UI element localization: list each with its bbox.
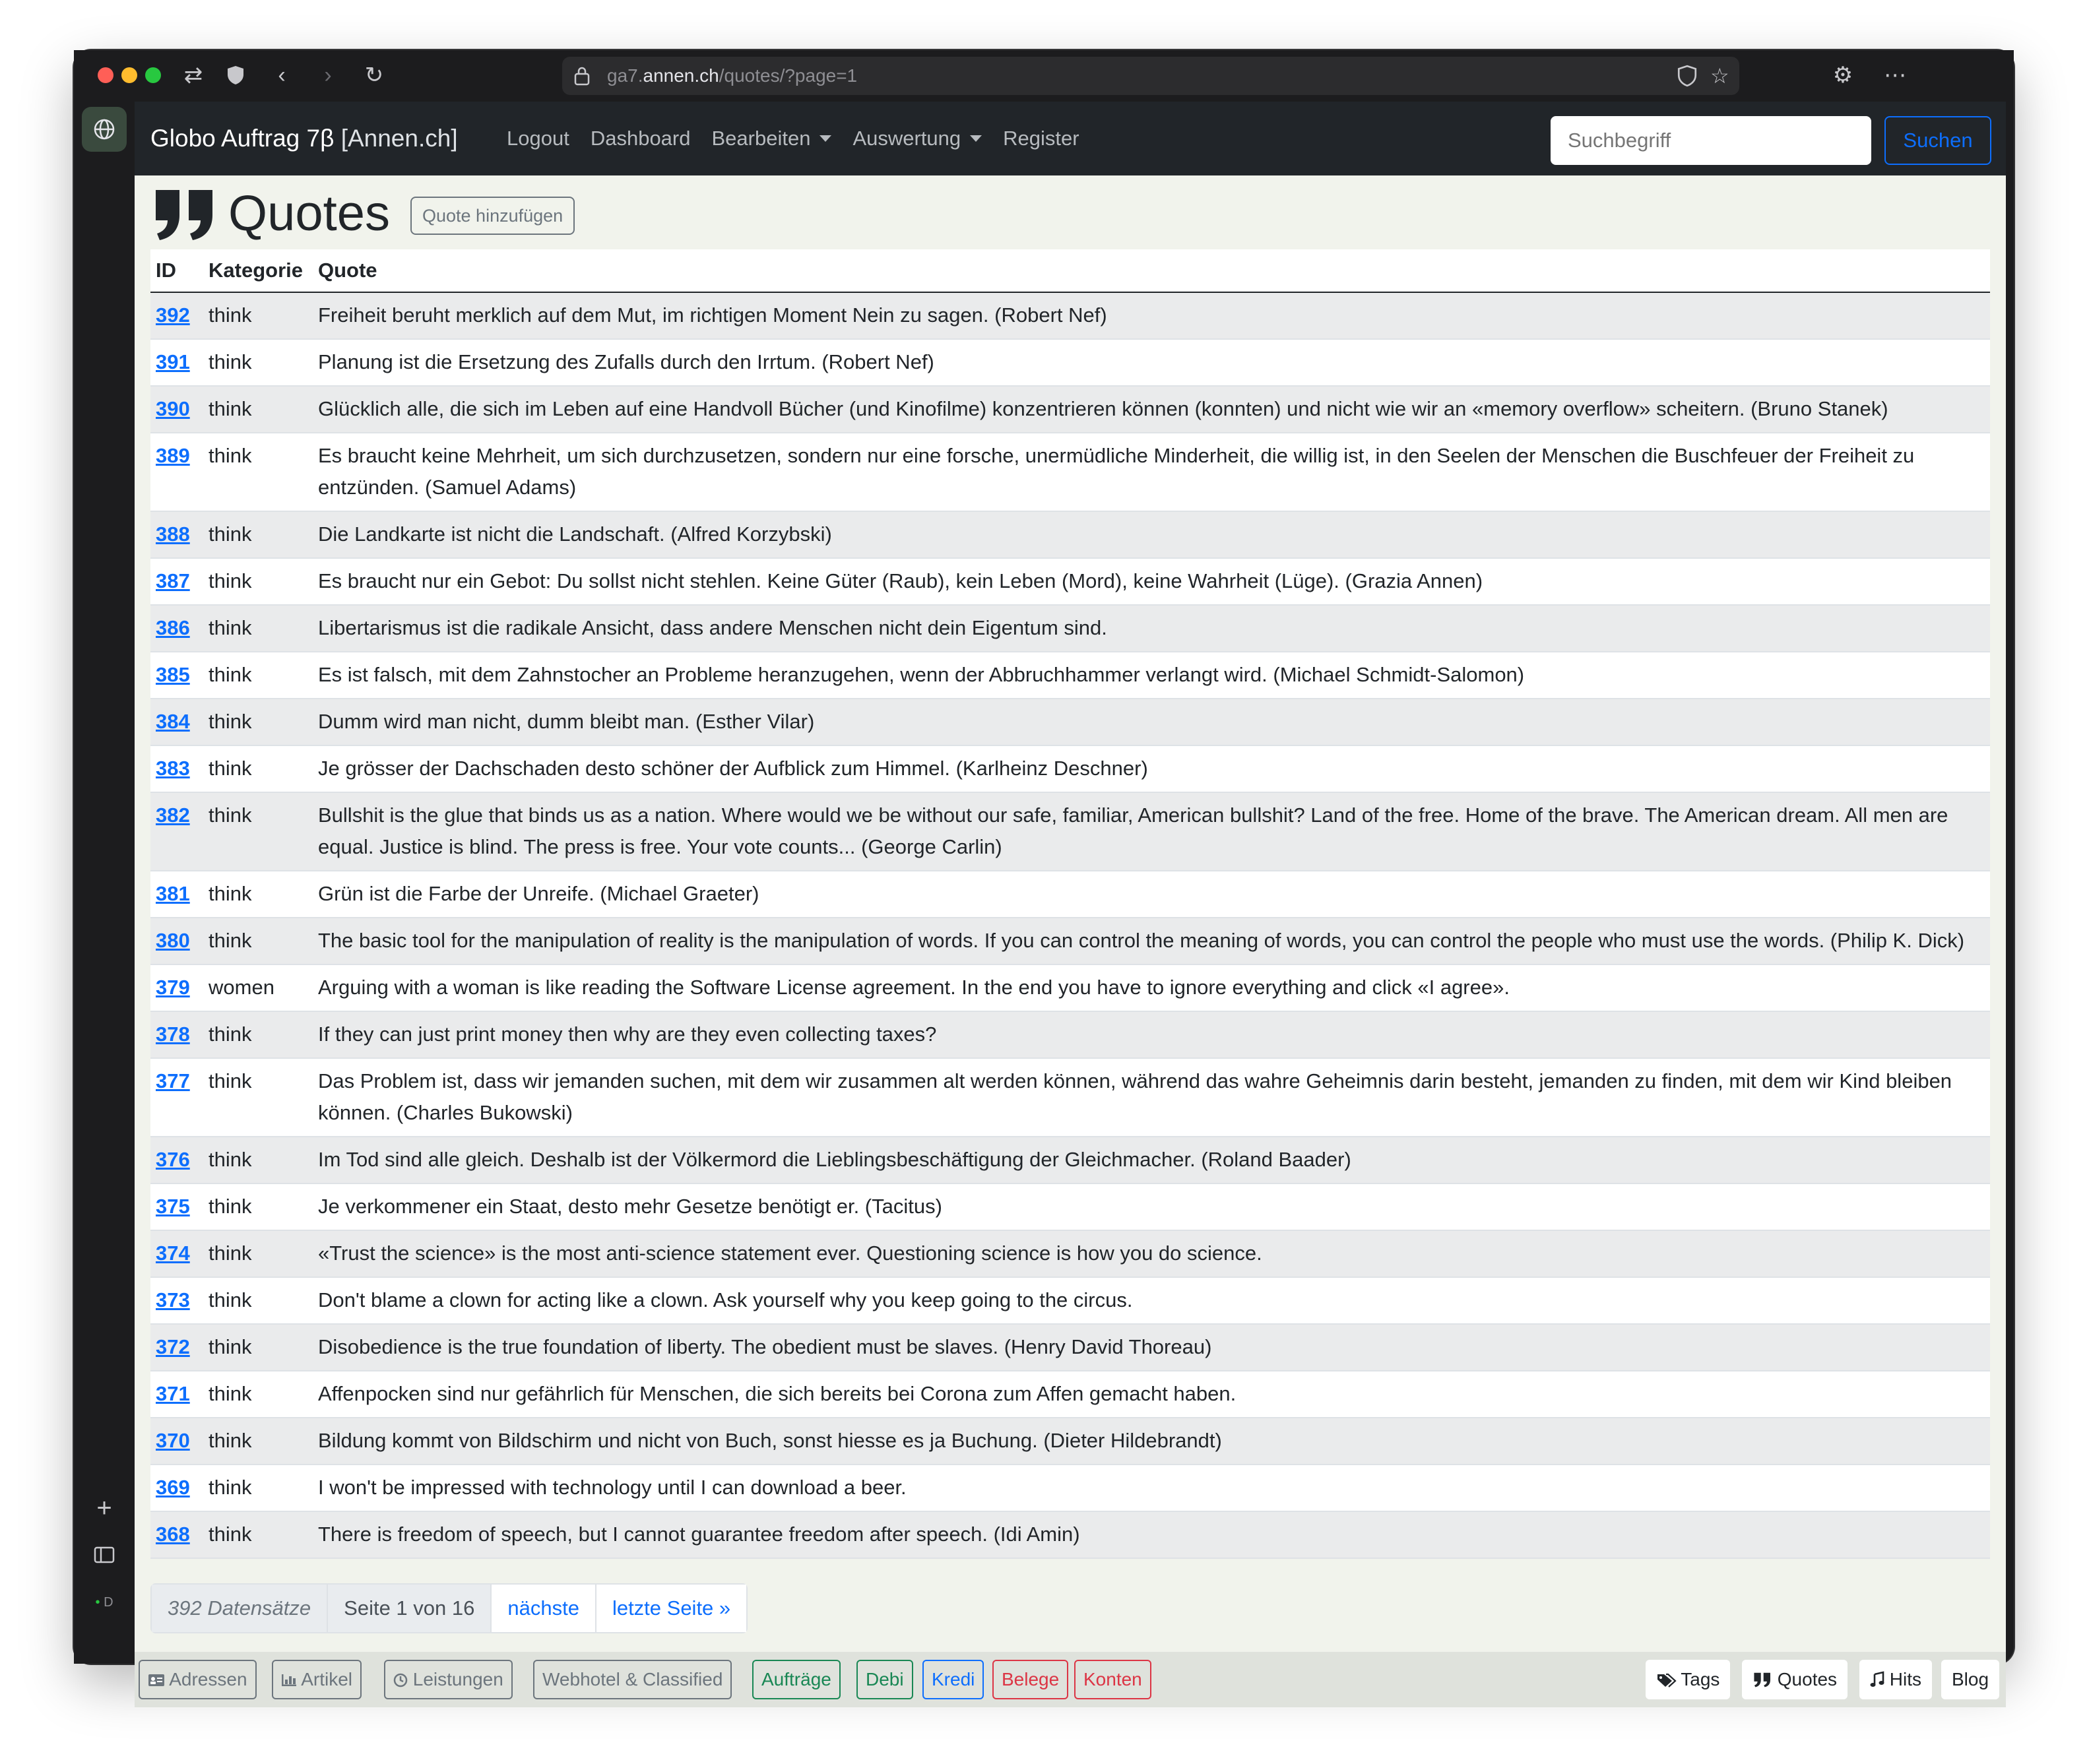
cell-id <box>150 1137 203 1183</box>
cell-quote: Bullshit is the glue that binds us as a nation. Where would we be without our safe, familiar, American bullshit? Land of the free. Home of the brave. The American dream. All men are equal. Justice is blind. The press is free. Your vote counts... (George Carlin) <box>313 792 1990 871</box>
caret-down-icon <box>820 135 831 142</box>
cell-quote: Glücklich alle, die sich im Leben auf eine Handvoll Bücher (und Kinofilme) konzentrieren können (konnten) und nicht wie wir an «memory overflow» scheitern. (Bruno Stanek) <box>313 386 1990 433</box>
nav-dashboard[interactable]: Dashboard <box>590 127 691 150</box>
table-row <box>150 964 1990 1011</box>
quote-id-link[interactable]: 391 <box>156 350 190 373</box>
table-row <box>150 1277 1990 1324</box>
quote-id-link[interactable]: 368 <box>156 1523 190 1546</box>
cell-kategorie: think <box>203 1324 313 1371</box>
last-page-link[interactable]: letzte Seite » <box>596 1585 746 1632</box>
cell-kategorie: think <box>203 1277 313 1324</box>
quote-id-link[interactable]: 375 <box>156 1195 190 1218</box>
brand[interactable] <box>150 102 458 175</box>
cell-id <box>150 1465 203 1511</box>
cell-id <box>150 964 203 1011</box>
caret-down-icon <box>970 135 982 142</box>
cell-id <box>150 511 203 558</box>
add-tab-icon[interactable]: + <box>96 1494 112 1523</box>
nav-bearbeiten-label: Bearbeiten <box>711 127 811 150</box>
quote-icon <box>152 186 218 241</box>
cell-quote: Arguing with a woman is like reading the Software License agreement. In the end you have to ignore everything and click «I agree». <box>313 964 1990 1011</box>
nav-bearbeiten-dropdown[interactable] <box>711 102 831 175</box>
page-title: Quotes <box>228 185 391 241</box>
quote-id-link[interactable]: 376 <box>156 1148 190 1171</box>
tab-switch-icon[interactable]: ⇄ <box>183 63 203 88</box>
url-prefix: ga7. <box>607 65 643 86</box>
header-kategorie: Kategorie <box>203 249 313 292</box>
nav-auswertung-label: Auswertung <box>852 127 961 150</box>
quote-id-link[interactable]: 369 <box>156 1476 190 1499</box>
profile-label: D <box>104 1595 113 1610</box>
cell-id <box>150 292 203 339</box>
back-icon[interactable]: ‹ <box>278 63 286 88</box>
cell-id <box>150 1371 203 1418</box>
minimize-window-button[interactable] <box>121 67 137 83</box>
cell-kategorie: think <box>203 1230 313 1277</box>
table-row <box>150 1511 1990 1558</box>
table-row <box>150 1058 1990 1137</box>
blog-button[interactable] <box>1941 1660 1999 1699</box>
sidebar-toggle-icon[interactable] <box>74 1546 135 1569</box>
quotes-nav-label: Quotes <box>1777 1669 1838 1689</box>
cell-quote: Es braucht nur ein Gebot: Du sollst nicht stehlen. Keine Güter (Raub), kein Leben (Mord), keine Wahrheit (Lüge). (Grazia Annen) <box>313 558 1990 605</box>
table-row <box>150 605 1990 652</box>
table-row <box>150 1230 1990 1277</box>
cell-id <box>150 433 203 511</box>
cell-kategorie: think <box>203 699 313 745</box>
cell-id <box>150 558 203 605</box>
cell-kategorie: think <box>203 792 313 871</box>
webhotel-button[interactable] <box>533 1660 732 1699</box>
bottom-navbar <box>135 1652 2006 1707</box>
belege-button[interactable] <box>992 1660 1068 1699</box>
search-input[interactable] <box>1551 116 1871 165</box>
cell-id <box>150 652 203 699</box>
quote-id-link[interactable]: 378 <box>156 1023 190 1046</box>
nav-register[interactable]: Register <box>1003 127 1079 150</box>
page-content <box>135 102 2006 1689</box>
table-row <box>150 1137 1990 1183</box>
quote-id-link[interactable]: 370 <box>156 1429 190 1452</box>
debi-button[interactable] <box>856 1660 913 1699</box>
table-row <box>150 792 1990 871</box>
close-window-button[interactable] <box>98 67 113 83</box>
url-text <box>607 57 857 95</box>
quote-id-link[interactable]: 380 <box>156 929 190 952</box>
cell-id <box>150 792 203 871</box>
more-menu-icon[interactable]: ⋯ <box>1884 63 1906 88</box>
table-row <box>150 292 1990 339</box>
cell-quote: Dumm wird man nicht, dumm bleibt man. (Esther Vilar) <box>313 699 1990 745</box>
address-card-icon <box>148 1669 165 1689</box>
globe-icon[interactable] <box>82 107 127 152</box>
table-row <box>150 433 1990 511</box>
cell-kategorie: think <box>203 339 313 386</box>
record-count: 392 Datensätze <box>152 1585 328 1632</box>
cell-id <box>150 1277 203 1324</box>
artikel-label: Artikel <box>301 1669 353 1689</box>
quote-id-link[interactable]: 386 <box>156 616 190 639</box>
blog-label: Blog <box>1952 1669 1989 1689</box>
table-row <box>150 386 1990 433</box>
quote-id-link[interactable]: 373 <box>156 1288 190 1311</box>
browser-window <box>74 50 2014 1689</box>
cell-kategorie: think <box>203 1183 313 1230</box>
page-header <box>152 179 944 245</box>
add-quote-button[interactable]: Quote hinzufügen <box>410 197 575 235</box>
quote-id-link[interactable]: 390 <box>156 397 190 420</box>
table-row <box>150 1371 1990 1418</box>
header-quote: Quote <box>313 249 1990 292</box>
cell-kategorie: think <box>203 918 313 964</box>
cell-kategorie: think <box>203 605 313 652</box>
adressen-button[interactable] <box>139 1660 257 1699</box>
quote-id-link[interactable]: 371 <box>156 1382 190 1405</box>
table-row <box>150 511 1990 558</box>
cell-kategorie: think <box>203 871 313 918</box>
table-row <box>150 699 1990 745</box>
top-navbar <box>135 102 2006 175</box>
nav-logout[interactable]: Logout <box>507 127 569 150</box>
cell-quote: Disobedience is the true foundation of liberty. The obedient must be slaves. (Henry David Thoreau) <box>313 1324 1990 1371</box>
quotes-table <box>150 249 1990 1559</box>
cell-id <box>150 1511 203 1558</box>
quote-id-link[interactable]: 389 <box>156 444 190 467</box>
table-row <box>150 1418 1990 1465</box>
cell-id <box>150 1324 203 1371</box>
quote-icon <box>1752 1669 1772 1689</box>
cell-id <box>150 871 203 918</box>
table-row <box>150 1011 1990 1058</box>
header-id: ID <box>150 249 203 292</box>
cell-quote: Die Landkarte ist nicht die Landschaft. (Alfred Korzybski) <box>313 511 1990 558</box>
artikel-button[interactable] <box>272 1660 362 1699</box>
table-row <box>150 918 1990 964</box>
cell-kategorie: think <box>203 1511 313 1558</box>
browser-sidebar <box>74 102 135 1664</box>
tags-button[interactable] <box>1646 1660 1730 1699</box>
nav-auswertung-dropdown[interactable] <box>852 102 982 175</box>
cell-quote: Grün ist die Farbe der Unreife. (Michael Graeter) <box>313 871 1990 918</box>
cell-quote: Je verkommener ein Staat, desto mehr Gesetze benötigt er. (Tacitus) <box>313 1183 1990 1230</box>
cell-id <box>150 1058 203 1137</box>
cell-quote: Libertarismus ist die radikale Ansicht, dass andere Menschen nicht dein Eigentum sind. <box>313 605 1990 652</box>
bar-chart-icon <box>281 1669 297 1689</box>
cell-kategorie: think <box>203 1371 313 1418</box>
quote-id-link[interactable]: 377 <box>156 1069 190 1092</box>
cell-quote: Im Tod sind alle gleich. Deshalb ist der Völkermord die Lieblingsbeschäftigung der Gleichmacher. (Roland Baader) <box>313 1137 1990 1183</box>
quote-id-link[interactable]: 387 <box>156 569 190 592</box>
music-note-icon <box>1870 1669 1884 1689</box>
quote-id-link[interactable]: 384 <box>156 710 190 733</box>
kredi-button[interactable] <box>922 1660 984 1699</box>
lock-icon <box>574 62 590 94</box>
url-path: /quotes/?page=1 <box>719 65 858 86</box>
quote-id-link[interactable]: 388 <box>156 522 190 546</box>
cell-kategorie: think <box>203 558 313 605</box>
cell-kategorie: think <box>203 1011 313 1058</box>
cell-id <box>150 699 203 745</box>
cell-id <box>150 339 203 386</box>
cell-id <box>150 1183 203 1230</box>
cell-kategorie: think <box>203 1465 313 1511</box>
auftraege-button[interactable] <box>752 1660 841 1699</box>
cell-kategorie: think <box>203 511 313 558</box>
quote-id-link[interactable]: 372 <box>156 1335 190 1358</box>
adressen-label: Adressen <box>169 1669 247 1689</box>
quote-id-link[interactable]: 382 <box>156 803 190 827</box>
leistungen-label: Leistungen <box>412 1669 503 1689</box>
cell-quote: Das Problem ist, dass wir jemanden suchen, mit dem wir zusammen alt werden können, während das wahre Geheimnis darin besteht, jemanden zu finden, mit dem wir Kind bleiben können. (Charles Bukowski) <box>313 1058 1990 1137</box>
cell-kategorie: think <box>203 1137 313 1183</box>
url-domain: annen.ch <box>643 65 719 86</box>
table-row <box>150 1465 1990 1511</box>
bookmark-star-icon[interactable]: ☆ <box>1710 64 1729 88</box>
cell-quote: There is freedom of speech, but I cannot guarantee freedom after speech. (Idi Amin) <box>313 1511 1990 1558</box>
cell-kategorie: think <box>203 745 313 792</box>
cell-id <box>150 605 203 652</box>
cell-id <box>150 745 203 792</box>
cell-kategorie: women <box>203 964 313 1011</box>
next-page-link[interactable]: nächste <box>492 1585 596 1632</box>
cell-id <box>150 1230 203 1277</box>
reload-icon[interactable]: ↻ <box>364 63 384 88</box>
search-button[interactable]: Suchen <box>1884 116 1991 165</box>
hits-button[interactable] <box>1859 1660 1932 1699</box>
cell-kategorie: think <box>203 1058 313 1137</box>
table-row <box>150 1324 1990 1371</box>
cell-id <box>150 1011 203 1058</box>
clock-icon <box>393 1669 408 1689</box>
table-row <box>150 339 1990 386</box>
cell-quote: Bildung kommt von Bildschirm und nicht von Buch, sonst hiesse es ja Buchung. (Dieter Hildebrandt) <box>313 1418 1990 1465</box>
cell-kategorie: think <box>203 386 313 433</box>
cell-kategorie: think <box>203 1418 313 1465</box>
hits-label: Hits <box>1889 1669 1922 1689</box>
cell-quote: I won't be impressed with technology until I can download a beer. <box>313 1465 1990 1511</box>
browser-titlebar <box>74 50 2014 102</box>
tags-icon <box>1656 1669 1676 1689</box>
belege-label: Belege <box>1002 1669 1060 1689</box>
forward-icon[interactable]: › <box>324 63 332 88</box>
quote-id-link[interactable]: 379 <box>156 976 190 999</box>
cell-quote: «Trust the science» is the most anti-science statement ever. Questioning science is how you do science. <box>313 1230 1990 1277</box>
tracking-shield-icon[interactable] <box>1677 61 1697 95</box>
table-row <box>150 558 1990 605</box>
profile-badge[interactable] <box>74 1595 135 1610</box>
auftraege-label: Aufträge <box>761 1669 831 1689</box>
table-row <box>150 745 1990 792</box>
table-row <box>150 1183 1990 1230</box>
brand-suffix: [Annen.ch] <box>340 125 458 152</box>
webhotel-label: Webhotel & Classified <box>542 1669 723 1689</box>
cell-quote: Planung ist die Ersetzung des Zufalls durch den Irrtum. (Robert Nef) <box>313 339 1990 386</box>
cell-quote: If they can just print money then why are they even collecting taxes? <box>313 1011 1990 1058</box>
quote-id-link[interactable]: 383 <box>156 757 190 780</box>
quote-id-link[interactable]: 374 <box>156 1242 190 1265</box>
cell-quote: Affenpocken sind nur gefährlich für Menschen, die sich bereits bei Corona zum Affen gemacht haben. <box>313 1371 1990 1418</box>
cell-kategorie: think <box>203 652 313 699</box>
konten-label: Konten <box>1083 1669 1142 1689</box>
shield-privacy-icon[interactable] <box>219 59 252 91</box>
leistungen-button[interactable] <box>384 1660 513 1699</box>
pagination <box>150 1583 748 1633</box>
nav-links <box>507 102 1101 175</box>
cell-id <box>150 386 203 433</box>
cell-id <box>150 918 203 964</box>
address-bar[interactable] <box>562 57 1739 95</box>
cell-quote: Don't blame a clown for acting like a clown. Ask yourself why you keep going to the circus. <box>313 1277 1990 1324</box>
cell-quote: Freiheit beruht merklich auf dem Mut, im richtigen Moment Nein zu sagen. (Robert Nef) <box>313 292 1990 339</box>
zoom-window-button[interactable] <box>145 67 161 83</box>
table-row <box>150 871 1990 918</box>
page-info: Seite 1 von 16 <box>328 1585 492 1632</box>
status-dot: • <box>95 1595 100 1610</box>
tags-label: Tags <box>1681 1669 1720 1689</box>
debi-label: Debi <box>866 1669 904 1689</box>
cell-kategorie: think <box>203 292 313 339</box>
cell-quote: Je grösser der Dachschaden desto schöner der Aufblick zum Himmel. (Karlheinz Deschner) <box>313 745 1990 792</box>
quote-id-link[interactable]: 392 <box>156 303 190 327</box>
cell-quote: Es braucht keine Mehrheit, um sich durchzusetzen, sondern nur eine forsche, unermüdliche Minderheit, die willig ist, in den Seelen der Menschen die Buschfeuer der Freiheit zu entzünden. (Samuel Adams) <box>313 433 1990 511</box>
quote-id-link[interactable]: 385 <box>156 663 190 686</box>
table-body <box>150 292 1990 1558</box>
quote-id-link[interactable]: 381 <box>156 882 190 905</box>
cell-quote: The basic tool for the manipulation of reality is the manipulation of words. If you can control the meaning of words, you can control the people who must use the words. (Philip K. Dick) <box>313 918 1990 964</box>
table-header-row <box>150 249 1990 292</box>
kredi-label: Kredi <box>932 1669 975 1689</box>
quotes-nav-button[interactable] <box>1742 1660 1848 1699</box>
konten-button[interactable] <box>1074 1660 1151 1699</box>
cell-kategorie: think <box>203 433 313 511</box>
brand-name: Globo Auftrag 7β <box>150 125 335 152</box>
cell-id <box>150 1418 203 1465</box>
extensions-icon[interactable]: ⚙ <box>1832 63 1853 88</box>
table-row <box>150 652 1990 699</box>
cell-quote: Es ist falsch, mit dem Zahnstocher an Probleme heranzugehen, wenn der Abbruchhammer verlangt wird. (Michael Schmidt-Salomon) <box>313 652 1990 699</box>
